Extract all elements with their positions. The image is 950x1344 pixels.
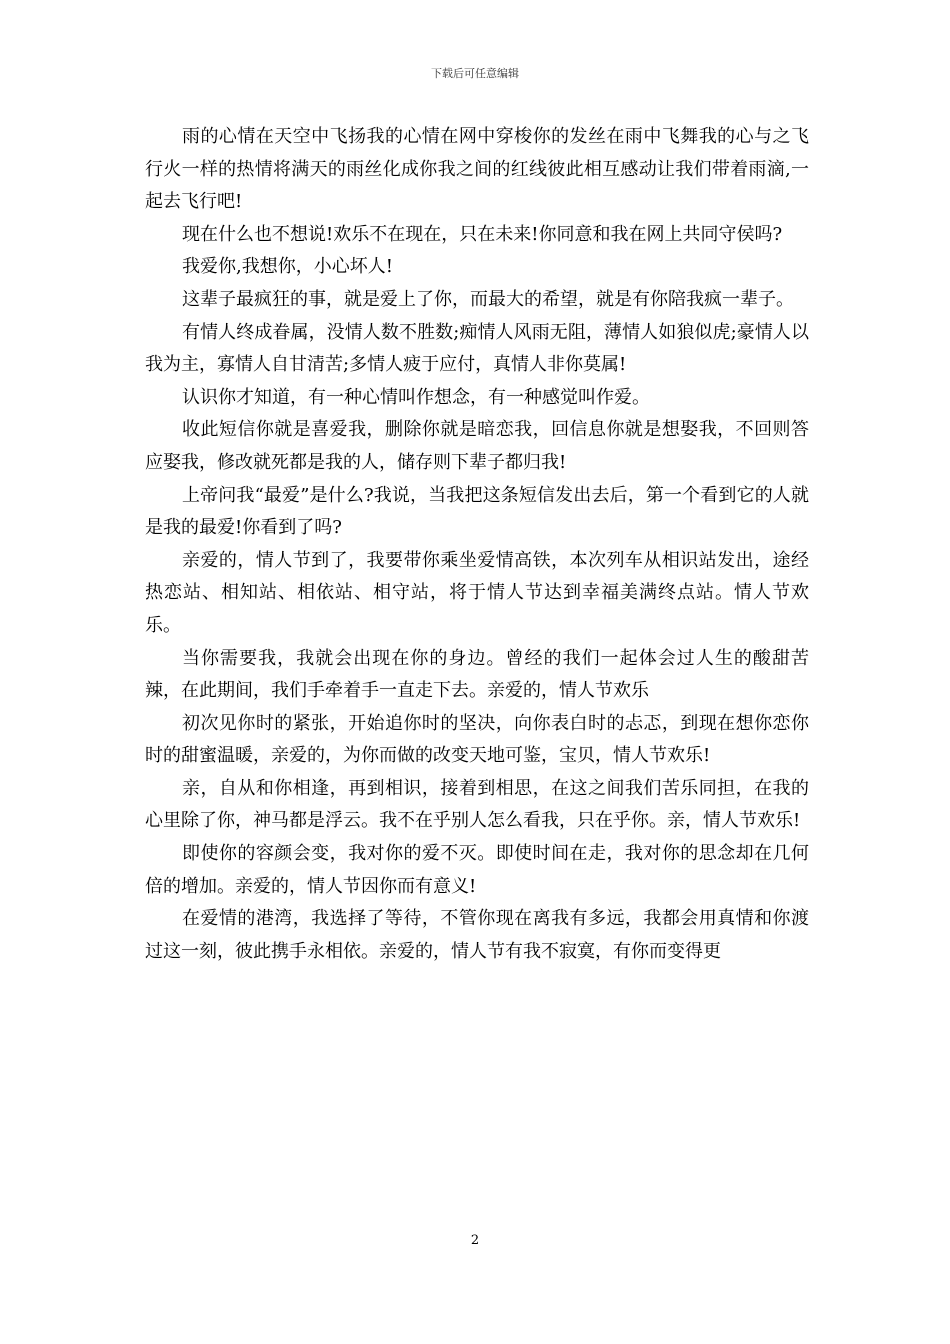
paragraph: 这辈子最疯狂的事，就是爱上了你，而最大的希望，就是有你陪我疯一辈子。 xyxy=(182,288,794,310)
paragraph: 现在什么也不想说!欢乐不在现在，只在未来!你同意和我在网上共同守侯吗? xyxy=(182,223,783,245)
paragraph: 认识你才知道，有一种心情叫作想念，有一种感觉叫作爱。 xyxy=(182,386,650,408)
paragraph: 即使你的容颜会变，我对你的爱不灭。即使时间在走，我对你的思念却在几何倍的增加。亲爱的，情人节因你而有意义! xyxy=(145,843,809,897)
paragraph: 雨的心情在天空中飞扬我的心情在网中穿梭你的发丝在雨中飞舞我的心与之飞行火一样的热情将满天的雨丝化成你我之间的红线彼此相互感动让我们带着雨滴,一起去飞行吧! xyxy=(145,126,809,213)
page-header: 下载后可任意编辑 xyxy=(431,67,519,80)
paragraph: 亲爱的，情人节到了，我要带你乘坐爱情高铁，本次列车从相识站发出，途经热恋站、相知站、相依站、相守站，将于情人节达到幸福美满终点站。情人节欢乐。 xyxy=(145,549,809,636)
page-number: 2 xyxy=(470,1233,480,1248)
document-body xyxy=(145,121,809,968)
paragraph: 初次见你时的紧张，开始追你时的坚决，向你表白时的忐忑，到现在想你恋你时的甜蜜温暖，亲爱的，为你而做的改变天地可鉴，宝贝，情人节欢乐! xyxy=(145,712,809,767)
paragraph: 上帝问我“最爱”是什么?我说，当我把这条短信发出去后，第一个看到它的人就是我的最爱!你看到了吗? xyxy=(145,484,809,539)
paragraph: 有情人终成眷属，没情人数不胜数;痴情人风雨无阻，薄情人如狼似虎;豪情人以我为主，寡情人自甘清苦;多情人疲于应付，真情人非你莫属! xyxy=(145,321,809,376)
paragraph: 在爱情的港湾，我选择了等待，不管你现在离我有多远，我都会用真情和你渡过这一刻，彼此携手永相依。亲爱的，情人节有我不寂寞，有你而变得更 xyxy=(145,908,809,962)
paragraph: 我爱你,我想你，小心坏人! xyxy=(182,256,393,278)
paragraph: 当你需要我，我就会出现在你的身边。曾经的我们一起体会过人生的酸甜苦辣，在此期间，我们手牵着手一直走下去。亲爱的，情人节欢乐 xyxy=(145,647,809,702)
paragraph: 亲，自从和你相逢，再到相识，接着到相思，在这之间我们苦乐同担，在我的心里除了你，神马都是浮云。我不在乎别人怎么看我，只在乎你。亲，情人节欢乐! xyxy=(145,777,809,832)
paragraph: 收此短信你就是喜爱我，删除你就是暗恋我，回信息你就是想娶我，不回则答应娶我，修改就死都是我的人，储存则下辈子都归我! xyxy=(145,419,809,473)
